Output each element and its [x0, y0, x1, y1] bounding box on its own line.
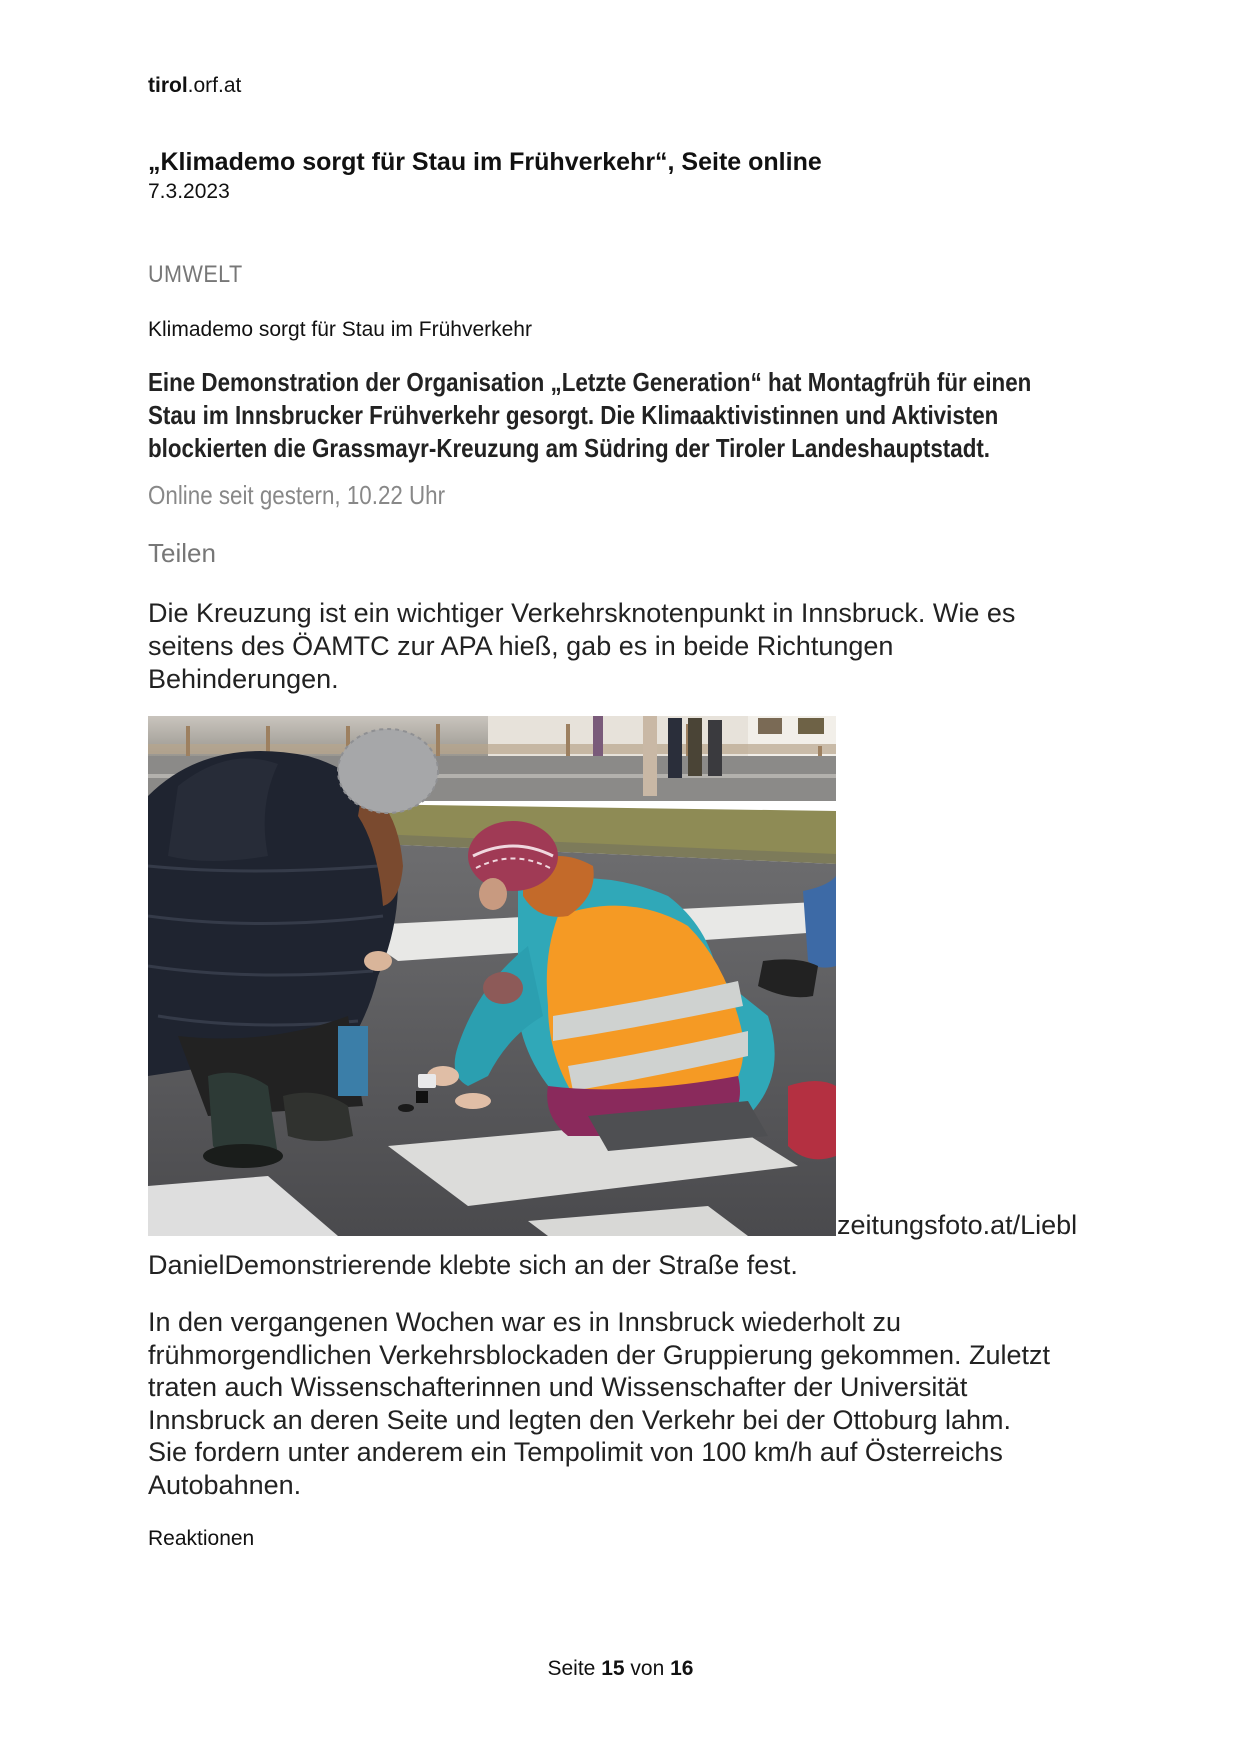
footer-middle: von — [630, 1657, 665, 1680]
source-name-bold: tirol — [148, 74, 188, 97]
article-paragraph-1 — [148, 597, 1108, 696]
paragraph-line: traten auch Wissenschafterinnen und Wissenschafter der Universität — [148, 1372, 968, 1402]
footer-prefix: Seite — [547, 1657, 596, 1680]
paragraph-line: Sie fordern unter anderem ein Tempolimit von 100 km/h auf Österreichs — [148, 1437, 1003, 1467]
paragraph-line: frühmorgendlichen Verkehrsblockaden der Gruppierung gekommen. Zuletzt — [148, 1339, 1050, 1370]
reactions-link[interactable]: Reaktionen — [148, 1527, 255, 1550]
paragraph-line: Innsbruck an deren Seite und legten den Verkehr bei der Ottoburg lahm. — [148, 1404, 1012, 1435]
photo-credit: zeitungsfoto.at/Liebl — [837, 1210, 1078, 1240]
photo-caption: DanielDemonstrierende klebte sich an der Straße fest. — [148, 1250, 798, 1280]
paragraph-line: Autobahnen. — [148, 1469, 302, 1500]
protest-photo-illustration — [148, 716, 836, 1236]
lead-line: blockierten die Grassmayr-Kreuzung am Südring der Tiroler Landeshauptstadt. — [148, 433, 991, 463]
source-name — [148, 74, 241, 98]
paragraph-line: seitens des ÖAMTC zur APA hieß, gab es in beide Richtungen — [148, 631, 894, 661]
share-link[interactable]: Teilen — [148, 538, 216, 568]
lead-line: Stau im Innsbrucker Frühverkehr gesorgt. Die Klimaaktivistinnen und Aktivisten — [148, 400, 999, 430]
paragraph-line: In den vergangenen Wochen war es in Innsbruck wiederholt zu — [148, 1307, 901, 1337]
article-lead — [148, 366, 1032, 465]
published-time: Online seit gestern, 10.22 Uhr — [148, 480, 446, 510]
article-paragraph-2 — [148, 1306, 1108, 1501]
lead-line: Eine Demonstration der Organisation „Letzte Generation“ hat Montagfrüh für einen — [148, 367, 1032, 397]
article-photo — [148, 716, 836, 1236]
footer-page-number: 15 — [601, 1657, 625, 1680]
footer-total-pages: 16 — [670, 1657, 694, 1680]
article-category[interactable]: UMWELT — [148, 261, 243, 288]
document-date: 7.3.2023 — [148, 180, 230, 203]
article-kicker: Klimademo sorgt für Stau im Frühverkehr — [148, 318, 532, 341]
paragraph-line: Die Kreuzung ist ein wichtiger Verkehrsknotenpunkt in Innsbruck. Wie es — [148, 598, 1016, 628]
document-title: „Klimademo sorgt für Stau im Frühverkehr“, Seite online — [148, 148, 822, 176]
source-name-rest: .orf.at — [187, 74, 242, 97]
paragraph-line: Behinderungen. — [148, 664, 339, 694]
page-footer — [0, 1657, 1241, 1681]
